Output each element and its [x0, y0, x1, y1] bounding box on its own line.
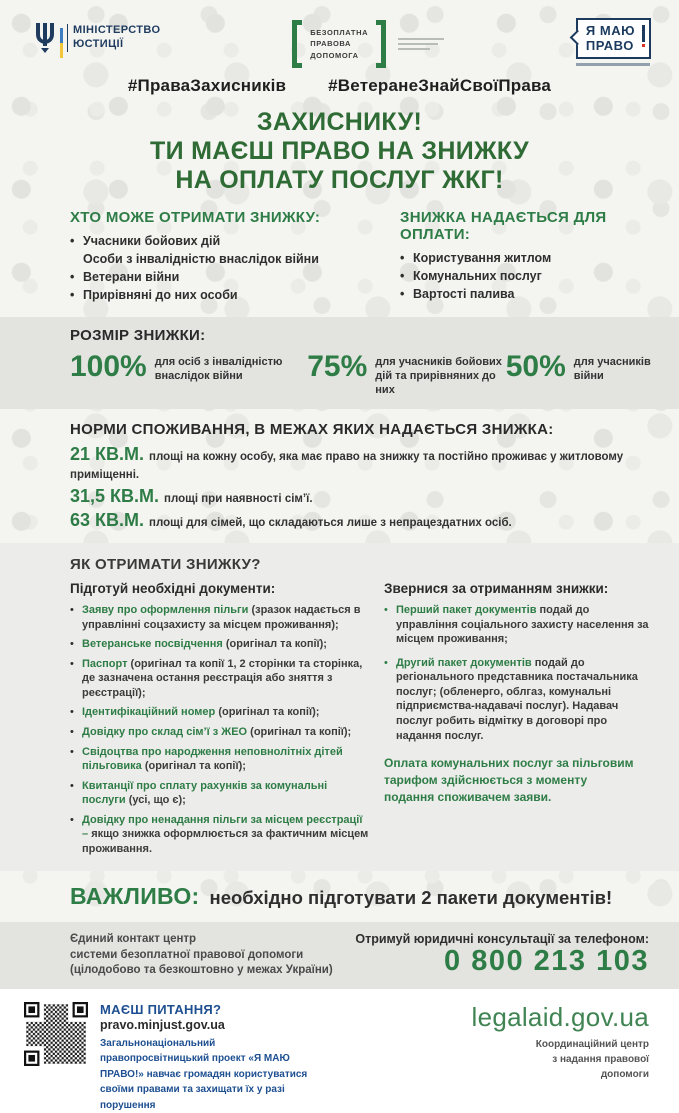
legal-aid-logo: [292, 20, 444, 68]
title-line1: ЗАХИСНИКУ!: [256, 108, 423, 136]
project-description: Загальнонаціональний правопросвітницький проект «Я МАЮ ПРАВО!» навчає громадян користуватися своїми правами та захищати їх у разі порушення: [100, 1037, 308, 1111]
consumption-norms-section: [70, 421, 651, 531]
legal-aid-line3: ДОПОМОГА: [310, 50, 359, 60]
list-item: Особи з інвалідністю внаслідок війни: [83, 252, 319, 267]
document-note: (оригінал та копії 1, 2 сторінки та сторінка, де зазначена остання реєстрація або зняття з реєстрації);: [82, 657, 363, 699]
legal-aid-line1: БЕЗОПЛАТНА: [310, 27, 369, 37]
phone-label: Отримуй юридичні консультації за телефоном:: [355, 932, 649, 947]
who-heading: ХТО МОЖЕ ОТРИМАТИ ЗНИЖКУ:: [70, 209, 321, 226]
list-item: • Вартості палива: [400, 285, 651, 303]
percent-value: 50%: [505, 349, 566, 383]
package-note: подай до управління соціального захисту населення за місцем проживання;: [396, 604, 649, 646]
percent-value: 100%: [70, 349, 147, 383]
document-note: (усі, що є);: [128, 794, 186, 807]
speech-bubble-frame: [576, 18, 651, 59]
document-note: (оригінал та копії);: [218, 706, 320, 719]
coordination-center-lines: [472, 1037, 650, 1082]
payment-note: Оплата комунальних послуг за пільговим тарифом здійснюється з моменту подання споживачем заяви.: [384, 756, 634, 804]
important-section: [70, 883, 651, 910]
apply-item: [384, 603, 654, 647]
contact-line: системи безоплатної правової допомоги: [70, 948, 304, 961]
norm-text: площі при наявності сім’ї.: [164, 493, 313, 506]
how-heading: ЯК ОТРИМАТИ ЗНИЖКУ?: [70, 556, 261, 574]
right-bracket-icon: [376, 20, 386, 68]
discount-50: [505, 349, 651, 398]
qr-finder-top-right: [68, 1002, 88, 1022]
how-to-get-section: [0, 543, 679, 871]
discount-75: [307, 349, 506, 398]
exclamation-icon: [642, 25, 645, 42]
left-bracket-icon: [292, 20, 302, 68]
document-item: [70, 657, 370, 701]
ministry-name: [67, 24, 160, 52]
trident-icon: [34, 21, 56, 55]
list-item: • Користування житлом: [400, 249, 651, 267]
document-item: [70, 813, 370, 857]
qr-finder-bottom-left: [24, 1046, 44, 1066]
discount-for-list: [400, 249, 651, 303]
documents-list: [70, 603, 370, 856]
percent-label: для учасників війни: [573, 355, 651, 382]
document-name: Паспорт: [82, 657, 128, 670]
footer-right: [472, 1002, 650, 1113]
document-note: (оригінал та копії);: [144, 760, 246, 773]
qr-code[interactable]: [24, 1002, 88, 1066]
document-name: Довідку про склад сім’ї з ЖЕО: [82, 726, 248, 738]
document-note: (зразок надається в управлінні соцзахисту за місцем проживання);: [82, 604, 361, 631]
hotline-phone-number[interactable]: 0 800 213 103: [444, 945, 649, 978]
important-label: ВАЖЛИВО:: [70, 883, 200, 910]
title-line3: НА ОПЛАТУ ПОСЛУГ ЖКГ!: [175, 166, 504, 194]
who-can-get-column: [70, 209, 400, 305]
who-list: [70, 232, 400, 305]
percent-value: 75%: [307, 349, 368, 383]
package-name: Перший пакет документів: [396, 604, 537, 617]
ministry-line2: ЮСТИЦІЇ: [73, 38, 124, 50]
ya-mayu-pravo-badge: [576, 18, 651, 66]
center-line: Координаційний центр: [535, 1038, 649, 1050]
footer-left: [24, 1002, 320, 1113]
header: [0, 0, 679, 66]
norms-heading: НОРМИ СПОЖИВАННЯ, В МЕЖАХ ЯКИХ НАДАЄТЬСЯ ЗНИЖКА:: [70, 421, 554, 439]
norm-text: площі на кожну особу, яка має право на знижку та постійно проживає у житловому приміщенні.: [70, 451, 624, 482]
percent-label: для учасників бойових дій та прирівняних до них: [375, 355, 502, 397]
contact-line: Єдиний контакт центр: [70, 933, 197, 946]
list-item: • Прирівняні до них особи: [70, 286, 400, 304]
ministry-logo: [34, 18, 160, 58]
list-item: • Учасники бойових дій: [70, 232, 400, 250]
footer-text-block: [100, 1002, 320, 1113]
how-columns: [70, 581, 654, 861]
minjust-site-link[interactable]: pravo.minjust.gov.ua: [100, 1017, 225, 1032]
hashtags-row: [0, 76, 679, 96]
ministry-line1: МІНІСТЕРСТВО: [73, 24, 161, 37]
badge-line1: Я МАЮ: [585, 23, 635, 38]
apply-item: [384, 656, 654, 743]
norm-row: [70, 486, 651, 507]
norm-text: площі для сімей, що складаються лише з непрацездатних осіб.: [149, 517, 512, 530]
document-name: Свідоцтва про народження неповнолітніх дітей пільговика: [82, 745, 343, 773]
norm-row: [70, 444, 651, 483]
contact-line: (цілодобово та безкоштовно у межах України): [70, 964, 333, 977]
list-item: • Комунальних послуг: [400, 267, 651, 285]
norm-value: 21 КВ.М.: [70, 444, 145, 465]
contact-center-info: [70, 932, 333, 979]
documents-column: [70, 581, 370, 861]
ukraine-flag-stripe: [60, 28, 63, 58]
legal-aid-side-note: [398, 38, 444, 50]
footer-question: МАЄШ ПИТАННЯ?: [100, 1001, 222, 1017]
center-line: з надання правової: [552, 1053, 649, 1065]
document-note: (оригінал та копії);: [225, 638, 327, 651]
title-line2: ТИ МАЄШ ПРАВО НА ЗНИЖКУ: [150, 137, 529, 165]
document-name: Довідку про ненадання пільги за місцем реєстрації –: [82, 813, 363, 841]
page-title: [0, 108, 679, 195]
legal-aid-logo-text: [310, 27, 368, 62]
document-item: [70, 705, 370, 720]
document-item: [70, 745, 370, 774]
center-line: допомоги: [600, 1068, 649, 1080]
sizes-heading: РОЗМІР ЗНИЖКИ:: [70, 326, 206, 344]
important-text: необхідно підготувати 2 пакети документів!: [209, 887, 613, 909]
legalaid-site-link[interactable]: legalaid.gov.ua: [471, 1001, 649, 1032]
legal-aid-line2: ПРАВОВА: [310, 39, 352, 49]
hashtag-veteran-know-rights: #ВетеранеЗнайСвоїПрава: [328, 76, 552, 95]
document-note: якщо знижка оформлюється за фактичним місцем проживання.: [82, 828, 369, 855]
document-note: (оригінал та копії);: [250, 726, 352, 738]
badge-subtext-line: [576, 63, 650, 66]
percent-label: для осіб з інвалідністю внаслідок війни: [154, 355, 283, 382]
document-name: Квитанції про сплату рахунків за комунальні послуги: [82, 779, 328, 807]
list-item: • Ветерани війни: [70, 268, 400, 286]
apply-list: [384, 603, 654, 743]
discount-for-column: [400, 209, 651, 305]
footer: [0, 989, 679, 1113]
apply-subheading: Звернися за отриманням знижки:: [384, 581, 609, 597]
document-item: [70, 779, 370, 808]
hashtag-defenders-rights: #ПраваЗахисників: [127, 76, 287, 95]
qr-finder-top-left: [24, 1002, 44, 1022]
badge-line2: ПРАВО: [585, 37, 634, 53]
document-item: [70, 637, 370, 652]
norm-value: 31,5 КВ.М.: [70, 486, 160, 507]
documents-subheading: Підготуй необхідні документи:: [70, 581, 276, 597]
contact-band: [0, 922, 679, 989]
package-name: Другий пакет документів: [396, 656, 532, 669]
eligibility-section: [70, 209, 651, 305]
apply-column: [384, 581, 654, 861]
hotline-block: [355, 932, 649, 978]
norm-row: [70, 510, 651, 531]
document-item: [70, 725, 370, 740]
document-name: Заяву про оформлення пільги: [82, 604, 249, 617]
discount-size-band: [0, 317, 679, 410]
document-name: Ветеранське посвідчення: [82, 638, 223, 651]
document-item: [70, 603, 370, 632]
discount-100: [70, 349, 307, 398]
norm-value: 63 КВ.М.: [70, 510, 145, 531]
package-note: подай до регіонального представника постачальника послуг; (обленерго, облгаз, комунальні підприємства-надавачі послуг). Надавач послуг робить відмітку в договорі про надання послуг.: [396, 656, 638, 742]
discount-for-heading: ЗНИЖКА НАДАЄТЬСЯ ДЛЯ ОПЛАТИ:: [400, 209, 607, 243]
percentages-row: [70, 349, 651, 398]
document-name: Ідентифікаційний номер: [82, 706, 216, 719]
